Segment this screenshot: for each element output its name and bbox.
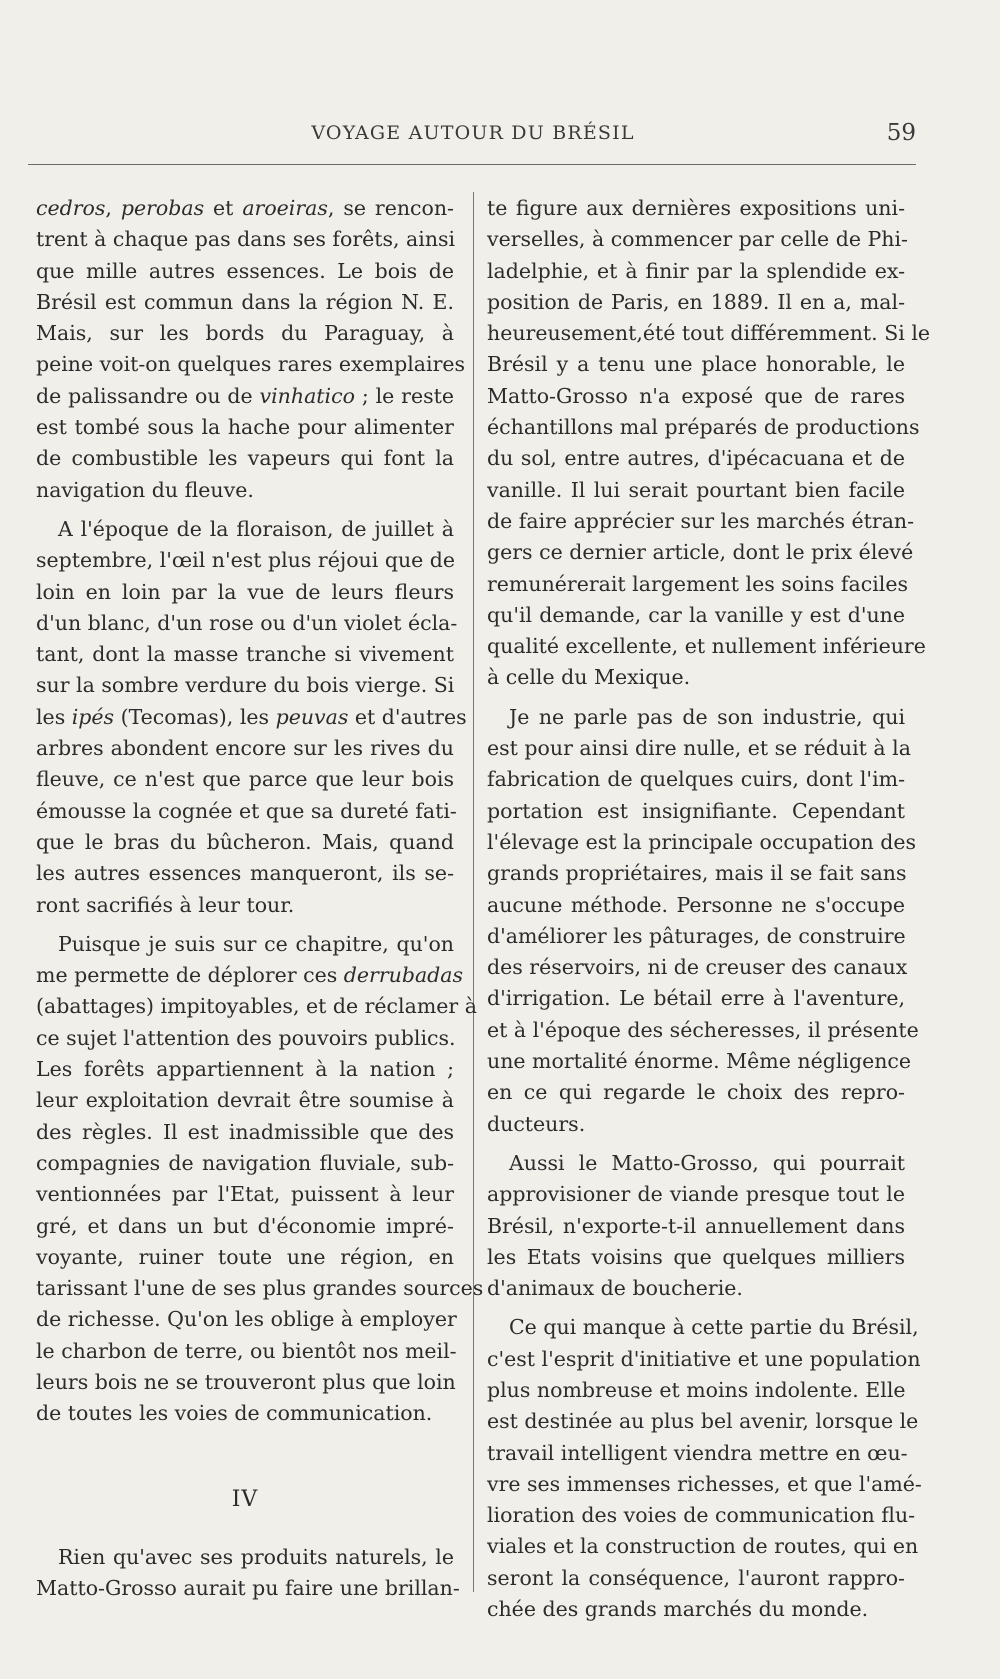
- text-line: viales et la construction de routes, qui en: [487, 1534, 919, 1559]
- text-line: de richesse. Qu'on les oblige à employer: [36, 1307, 457, 1332]
- text-line: plus nombreuse et moins indolente. Elle: [487, 1377, 906, 1402]
- text-line: ce sujet l'attention des pouvoirs publics.: [36, 1025, 456, 1050]
- text-line: ront sacrifiés à leur tour.: [36, 892, 295, 917]
- text-line: les ipés (Tecomas), les peuvas et d'autres: [36, 704, 467, 729]
- text-line: travail intelligent viendra mettre en œu-: [487, 1440, 908, 1465]
- section-gap: [36, 1430, 454, 1480]
- text-line: de combustible les vapeurs qui font la: [36, 446, 454, 471]
- text-line: Matto-Grosso aurait pu faire une brillan-: [36, 1575, 460, 1600]
- paragraph-gap: [487, 1304, 905, 1312]
- text-line: vanille. Il lui serait pourtant bien facile: [487, 477, 905, 502]
- paragraph-gap: [487, 694, 905, 702]
- text-line: navigation du fleuve.: [36, 477, 254, 502]
- text-line: que le bras du bûcheron. Mais, quand: [36, 829, 454, 854]
- text-line: c'est l'esprit d'initiative et une population: [487, 1346, 921, 1371]
- header-rule: [28, 164, 916, 165]
- paragraph-gap: [487, 1140, 905, 1148]
- text-line: que mille autres essences. Le bois de: [36, 258, 454, 283]
- text-line: d'irrigation. Le bétail erre à l'aventure,: [487, 986, 905, 1011]
- text-line: ducteurs.: [487, 1111, 586, 1136]
- text-line: Ce qui manque à cette partie du Brésil,: [509, 1315, 919, 1340]
- text-line: fabrication de quelques cuirs, dont l'im-: [487, 767, 905, 792]
- text-line: voyante, ruiner toute une région, en: [36, 1244, 454, 1269]
- text-line: Aussi le Matto-Grosso, qui pourrait: [509, 1150, 905, 1175]
- text-line: Brésil y a tenu une place honorable, le: [487, 352, 905, 377]
- right-column: [487, 193, 931, 1625]
- text-line: Puisque je suis sur ce chapitre, qu'on: [58, 931, 454, 956]
- text-line: grands propriétaires, mais il se fait sans: [487, 861, 907, 886]
- text-line: et à l'époque des sécheresses, il présente: [487, 1017, 919, 1042]
- text-line: heureusement,été tout différemment. Si le: [487, 321, 931, 346]
- text-line: Mais, sur les bords du Paraguay, à: [36, 321, 454, 346]
- text-line: en ce qui regarde le choix des repro-: [487, 1080, 905, 1105]
- text-line: leurs bois ne se trouveront plus que loin: [36, 1369, 456, 1394]
- text-line: échantillons mal préparés de productions: [487, 415, 920, 440]
- text-line: trent à chaque pas dans ses forêts, ainsi: [36, 227, 456, 252]
- text-line: compagnies de navigation fluviale, sub-: [36, 1150, 454, 1175]
- text-line: Rien qu'avec ses produits naturels, le: [58, 1544, 454, 1569]
- text-line: Je ne parle pas de son industrie, qui: [509, 704, 905, 729]
- text-line: peine voit-on quelques rares exemplaires: [36, 352, 466, 377]
- text-line: verselles, à commencer par celle de Phi-: [487, 227, 908, 252]
- text-line: portation est insignifiante. Cependant: [487, 798, 905, 823]
- text-line: de toutes les voies de communication.: [36, 1401, 433, 1426]
- text-line: le charbon de terre, ou bientôt nos meil-: [36, 1338, 457, 1363]
- text-line: gré, et dans un but d'économie impré-: [36, 1213, 454, 1238]
- text-line: sur la sombre verdure du bois vierge. Si: [36, 673, 455, 698]
- text-line: d'animaux de boucherie.: [487, 1276, 743, 1301]
- text-line: aucune méthode. Personne ne s'occupe: [487, 892, 905, 917]
- text-line: (abattages) impitoyables, et de réclamer à: [36, 994, 477, 1019]
- text-line: les Etats voisins que quelques milliers: [487, 1244, 905, 1269]
- text-line: de faire apprécier sur les marchés étran-: [487, 508, 915, 533]
- text-line: d'un blanc, d'un rose ou d'un violet écla-: [36, 610, 458, 635]
- text-line: fleuve, ce n'est que parce que leur bois: [36, 767, 454, 792]
- paragraph-gap: [36, 921, 454, 929]
- text-line: A l'époque de la floraison, de juillet à: [58, 516, 454, 541]
- text-line: est tombé sous la hache pour alimenter: [36, 415, 454, 440]
- text-line: de palissandre ou de vinhatico ; le reste: [36, 383, 454, 408]
- text-line: vre ses immenses richesses, et que l'amé-: [487, 1471, 922, 1496]
- text-line: approvisioner de viande presque tout le: [487, 1182, 905, 1207]
- text-line: gers ce dernier article, dont le prix élevé: [487, 540, 914, 565]
- text-line: ventionnées par l'Etat, puissent à leur: [36, 1182, 454, 1207]
- text-line: une mortalité énorme. Même négligence: [487, 1049, 912, 1074]
- text-line: les autres essences manqueront, ils se-: [36, 861, 454, 886]
- text-line: seront la conséquence, l'auront rappro-: [487, 1565, 905, 1590]
- text-line: leur exploitation devrait être soumise à: [36, 1088, 454, 1113]
- text-line: lioration des voies de communication flu-: [487, 1503, 916, 1528]
- text-line: à celle du Mexique.: [487, 665, 691, 690]
- text-line: cedros, perobas et aroeiras, se rencon-: [36, 196, 454, 220]
- paragraph-gap: [36, 506, 454, 514]
- text-line: loin en loin par la vue de leurs fleurs: [36, 579, 454, 604]
- text-line: d'améliorer les pâturages, de construire: [487, 923, 906, 948]
- text-line: Brésil, n'exporte-t-il annuellement dans: [487, 1213, 905, 1238]
- text-line: est destinée au plus bel avenir, lorsque le: [487, 1409, 919, 1434]
- section-heading: IV: [231, 1486, 259, 1512]
- text-line: ladelphie, et à finir par la splendide ex-: [487, 258, 905, 283]
- text-line: Matto-Grosso n'a exposé que de rares: [487, 383, 905, 408]
- text-line: des règles. Il est inadmissible que des: [36, 1119, 454, 1144]
- text-line: du sol, entre autres, d'ipécacuana et de: [487, 446, 905, 471]
- text-line: chée des grands marchés du monde.: [487, 1597, 869, 1622]
- text-line: tarissant l'une de ses plus grandes sources: [36, 1276, 484, 1301]
- running-title: VOYAGE AUTOUR DU BRÉSIL: [311, 122, 635, 144]
- column-divider: [473, 192, 474, 1592]
- text-line: est pour ainsi dire nulle, et se réduit à la: [487, 736, 911, 761]
- text-line: qualité excellente, et nullement inférieure: [487, 634, 926, 659]
- text-line: l'élevage est la principale occupation des: [487, 829, 917, 854]
- section-gap: [36, 1520, 454, 1542]
- text-line: des réservoirs, ni de creuser des canaux: [487, 955, 908, 980]
- text-line: émousse la cognée et que sa dureté fati-: [36, 798, 457, 823]
- text-line: Les forêts appartiennent à la nation ;: [36, 1057, 454, 1082]
- text-line: arbres abondent encore sur les rives du: [36, 736, 454, 761]
- text-line: me permette de déplorer ces derrubadas: [36, 963, 464, 988]
- text-line: remunérerait largement les soins faciles: [487, 571, 908, 596]
- text-line: tant, dont la masse tranche si vivement: [36, 642, 454, 667]
- text-line: qu'il demande, car la vanille y est d'une: [487, 602, 905, 627]
- left-column: [36, 193, 484, 1604]
- text-line: Brésil est commun dans la région N. E.: [36, 289, 454, 314]
- text-line: septembre, l'œil n'est plus réjoui que de: [36, 548, 456, 573]
- running-header: [30, 122, 916, 152]
- text-line: te figure aux dernières expositions uni-: [487, 196, 905, 220]
- text-line: position de Paris, en 1889. Il en a, mal-: [487, 289, 905, 314]
- page-number: 59: [886, 120, 916, 146]
